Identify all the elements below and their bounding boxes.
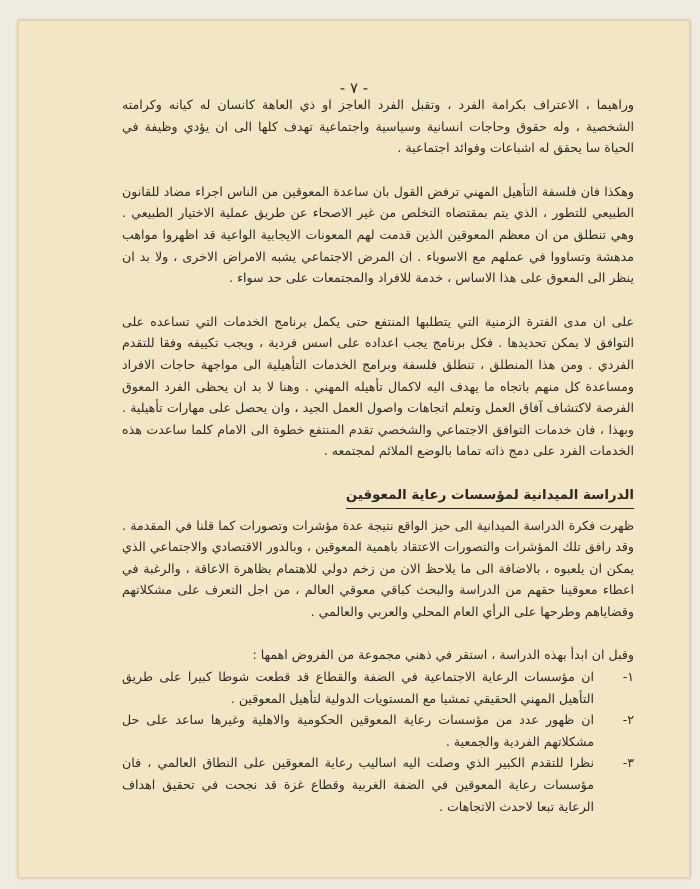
hypothesis-number: ١-	[622, 669, 634, 685]
paragraph-3: على ان مدى الفترة الزمنية التي يتطلبها المنتفع حتى يكمل برنامج الخدمات التي تساعده على التوافق لا يمكن تحديدها . فكل برنامج يجب اعداده على اسس فردية ، ويجب تكييفه وفقا للتقدم الفردي . ومن هذا المنطلق ، تنطلق فلسفة وبرامج الخدمات التأهيلية الى مواجهة حاجات الافراد ومساعدة كل منهم باتجاه ما يهدف اليه لاكمال تأهيله المهني . وهنا لا بد ان يحظى الفرد المعوق الفرصة لاكتشاف آفاق العمل وتعلم اتجاهات واصول العمل الجيد ، وان يحصل على مهارات تأهيلية . وبهذا ، فان خدمات التوافق الاجتماعي والشخصي تقدم المنتفع خطوة الى الامام كلما ساعدت هذه الخدمات الفرد على دمج ذاته تماما بالوضع الملائم لمجتمعه .	[122, 313, 634, 459]
hypothesis-item	[122, 752, 634, 817]
paragraph-1: وراهيما ، الاعتراف بكرامة الفرد ، وتقبل الفرد العاجز او ذي العاهة كانسان له كيانه وكرامته الشخصية ، وله حقوق وحاجات انسانية وسياسية واجتماعية تهدف كلها الى ان يؤدي وظيفة في الحياة سا يحقق له اشباعات وفوائد اجتماعية .	[122, 97, 634, 156]
hypothesis-number: ٣-	[622, 755, 634, 771]
hypothesis-text: ان مؤسسات الرعاية الاجتماعية في الضفة والقطاع قد قطعت شوطا كبيرا على طريق التأهيل المهني الحقيقي تمشيا مع المستويات الدولية لتأهيل المعوقين .	[122, 669, 594, 706]
hypothesis-item	[122, 709, 634, 752]
hypotheses-intro: وقبل ان ابدأ بهذه الدراسة ، استقر في ذهني مجموعة من الفروض اهمها :	[252, 647, 634, 663]
hypothesis-number: ٢-	[622, 712, 634, 728]
hypotheses-list	[122, 666, 634, 817]
hypothesis-item	[122, 666, 634, 709]
hypothesis-text: نظرا للتقدم الكبير الذي وصلت اليه اساليب رعاية المعوقين على النطاق العالمي ، فان مؤسسات رعاية المعوقين في الضفة الغربية وقطاع غزة قد نجحت في تحقيق اهداف الرعاية تبعا لاحدث الاتجاهات .	[122, 755, 594, 814]
section-intro: ظهرت فكرة الدراسة الميدانية الى حيز الواقع نتيجة عدة مؤشرات وتصورات كما قلنا في المقدمة . وقد رافق تلك المؤشرات والتصورات الاعتقاد باهمية المعوقين ، وبالدور الاقتصادي والاجتماعي الذي يمكن ان يلعبوه ، بالاضافة الى ما يلاحظ الان من زخم دولي للاهتمام بظاهرة الاعاقة ، والرغبة في اعطاء معوقينا حقهم من الدراسة والبحث كباقي معوقي العالم ، من اجل التعرف على مشكلاتهم وقضاياهم وطرحها على الرأي العام المحلي والعربي والعالمي .	[122, 517, 634, 619]
hypothesis-text: ان ظهور عدد من مؤسسات رعاية المعوقين الحكومية والاهلية وغيرها ساعد على حل مشكلاتهم الفردية والجمعية .	[122, 712, 594, 749]
page-number: - ٧ -	[339, 79, 369, 97]
document-body	[122, 94, 634, 817]
section-heading: الدراسة الميدانية لمؤسسات رعاية المعوقين	[346, 485, 634, 509]
paragraph-2: وهكذا فان فلسفة التأهيل المهني ترفض القول بان ساعدة المعوقين من الناس اجراء مضاد للقانون الطبيعي للتطور ، الذي يتم بمقتضاه التخلص من غير الاصحاء عن طريق عملية الاختيار الطبيعي . وهي تنطلق من ان معظم المعوقين الذين قدمت لهم المعونات الايجابية الواعية قد اظهروا مواهب مدهشة وتساووا في عملهم مع الاسوياء . ان المرض الاجتماعي يشبه الامراض الاخرى ، ولا بد ان ينظر الى المعوق على هذا الاساس ، خدمة للافراد والمجتمعات على حد سواء .	[122, 183, 634, 286]
